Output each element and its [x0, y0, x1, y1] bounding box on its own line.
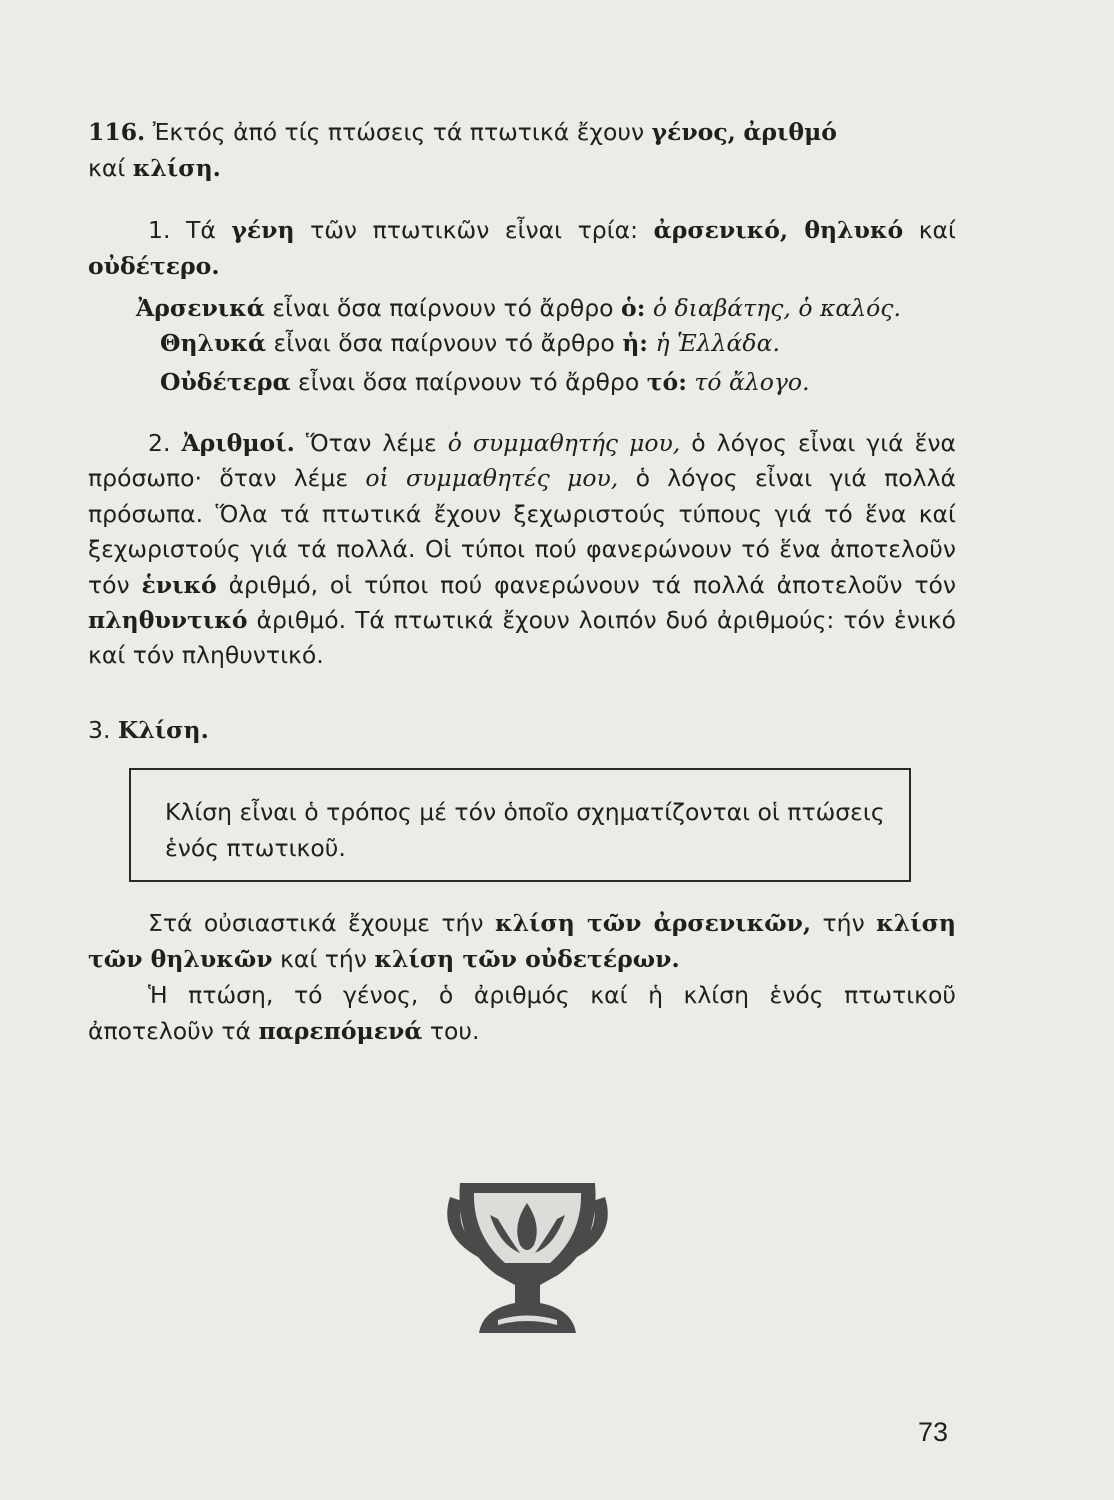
declension-term: κλίση τῶν ἀρσενικῶν, [494, 909, 812, 937]
example-phrase: οἱ συμμαθητές μου, [365, 464, 619, 493]
definition-text: εἶναι ὅσα παίρνουν τό ἄρθρο [266, 329, 623, 357]
text-segment: τήν [811, 909, 877, 937]
text-segment: ἀριθμό, οἱ τύποι πού φανερώνουν τά πολλά ἀποτελοῦν τόν [216, 570, 957, 599]
definition-article: ἡ: [622, 329, 648, 357]
term-eniko: ἑνικό [141, 570, 217, 599]
section-number: 116. [88, 118, 146, 146]
text-segment: Ὅταν λέμε [294, 429, 448, 457]
summary-paragraph [88, 977, 956, 1049]
term-parepomena: παρεπόμενά [258, 1017, 423, 1045]
text-segment: καί τήν [272, 945, 375, 973]
definition-line [160, 364, 956, 400]
part-number: 2. [148, 429, 171, 457]
text-segment: ὁ λόγος εἶναι γιά πολλά πρόσωπα. Ὅλα τά πτωτικά ἔχουν ξεχωριστούς τύπους γιά τό ἕνα καί ξεχωριστούς γιά τά πολλά. Οἱ τύποι πού φανερώνουν τό ἕνα ἀποτελοῦν τόν [88, 464, 956, 599]
definition-text: εἶναι ὅσα παίρνουν τό ἄρθρο [290, 368, 647, 396]
section-116-paragraph [88, 114, 956, 186]
term-list: ἀρσενικό, θηλυκό [653, 216, 904, 244]
part-number: 1. [148, 216, 171, 244]
part-3-heading: Κλίση. [117, 716, 209, 744]
text-segment: του. [422, 1017, 480, 1045]
term-genos: γένος, [651, 118, 736, 146]
part-2-paragraph [88, 426, 956, 674]
text-segment: ἀριθμό. Τά πτωτικά ἔχουν λοιπόν δυό ἀριθμούς: τόν ἑνικό καί τόν πληθυντικό. [88, 606, 956, 670]
example-phrase: ὁ συμμαθητής μου, [447, 429, 681, 457]
term-geni: γένη [231, 216, 295, 244]
part-number: 3. [88, 716, 111, 744]
definition-line [136, 290, 956, 326]
decorative-cup-icon [440, 1175, 615, 1340]
intro-text: Ἐκτός ἀπό τίς πτώσεις τά πτωτικά ἔχουν [145, 118, 652, 146]
declension-term: κλίση τῶν οὐδετέρων. [374, 945, 680, 973]
part-1-paragraph [88, 212, 956, 284]
text-segment: τῶν πτωτικῶν εἶναι τρία: [294, 216, 654, 244]
definition-article: τό: [646, 368, 687, 396]
text-segment: Τά [185, 216, 232, 244]
definition-term: Οὐδέτερα [160, 368, 291, 396]
definition-term: Ἀρσενικά [136, 294, 265, 322]
part-2-heading: Ἀριθμοί. [181, 429, 295, 457]
definition-box-text: Κλίση εἶναι ὁ τρόπος μέ τόν ὁποῖο σχηματίζονται οἱ πτώσεις ἑνός πτωτικοῦ. [165, 798, 885, 862]
noun-declension-paragraph [88, 905, 956, 977]
definition-box [129, 768, 911, 882]
definition-term: Θηλυκά [160, 329, 267, 357]
term-arithmo: ἀριθμό [743, 118, 837, 146]
definition-example: ἡ Ἑλλάδα. [655, 329, 780, 357]
term-oudetero: οὐδέτερο. [88, 252, 220, 280]
term-klisi: κλίση. [132, 154, 221, 182]
text-segment: ὁ λόγος εἶναι γιά ἕνα πρόσωπο· ὅταν λέμε [88, 429, 956, 493]
definition-article: ὁ: [621, 294, 646, 322]
and-word: καί [88, 154, 126, 182]
definition-example: τό ἄλογο. [694, 368, 810, 396]
declension-term: κλίση τῶν θηλυκῶν [88, 909, 957, 973]
definition-text: εἶναι ὅσα παίρνουν τό ἄρθρο [264, 294, 622, 322]
text-segment: Στά οὐσιαστικά ἔχουμε τήν [148, 909, 495, 937]
definition-line [160, 325, 956, 361]
text-segment: καί [903, 216, 957, 244]
definition-example: ὁ διαβάτης, ὁ καλός. [652, 294, 901, 322]
page-number: 73 [918, 1417, 949, 1447]
term-plithyntiko: πληθυντικό [88, 606, 248, 635]
part-3-heading-line [88, 712, 956, 748]
text-segment: Ἡ πτώση, τό γένος, ὁ ἀριθμός καί ἡ κλίση ἑνός πτωτικοῦ ἀποτελοῦν τά [88, 981, 956, 1045]
